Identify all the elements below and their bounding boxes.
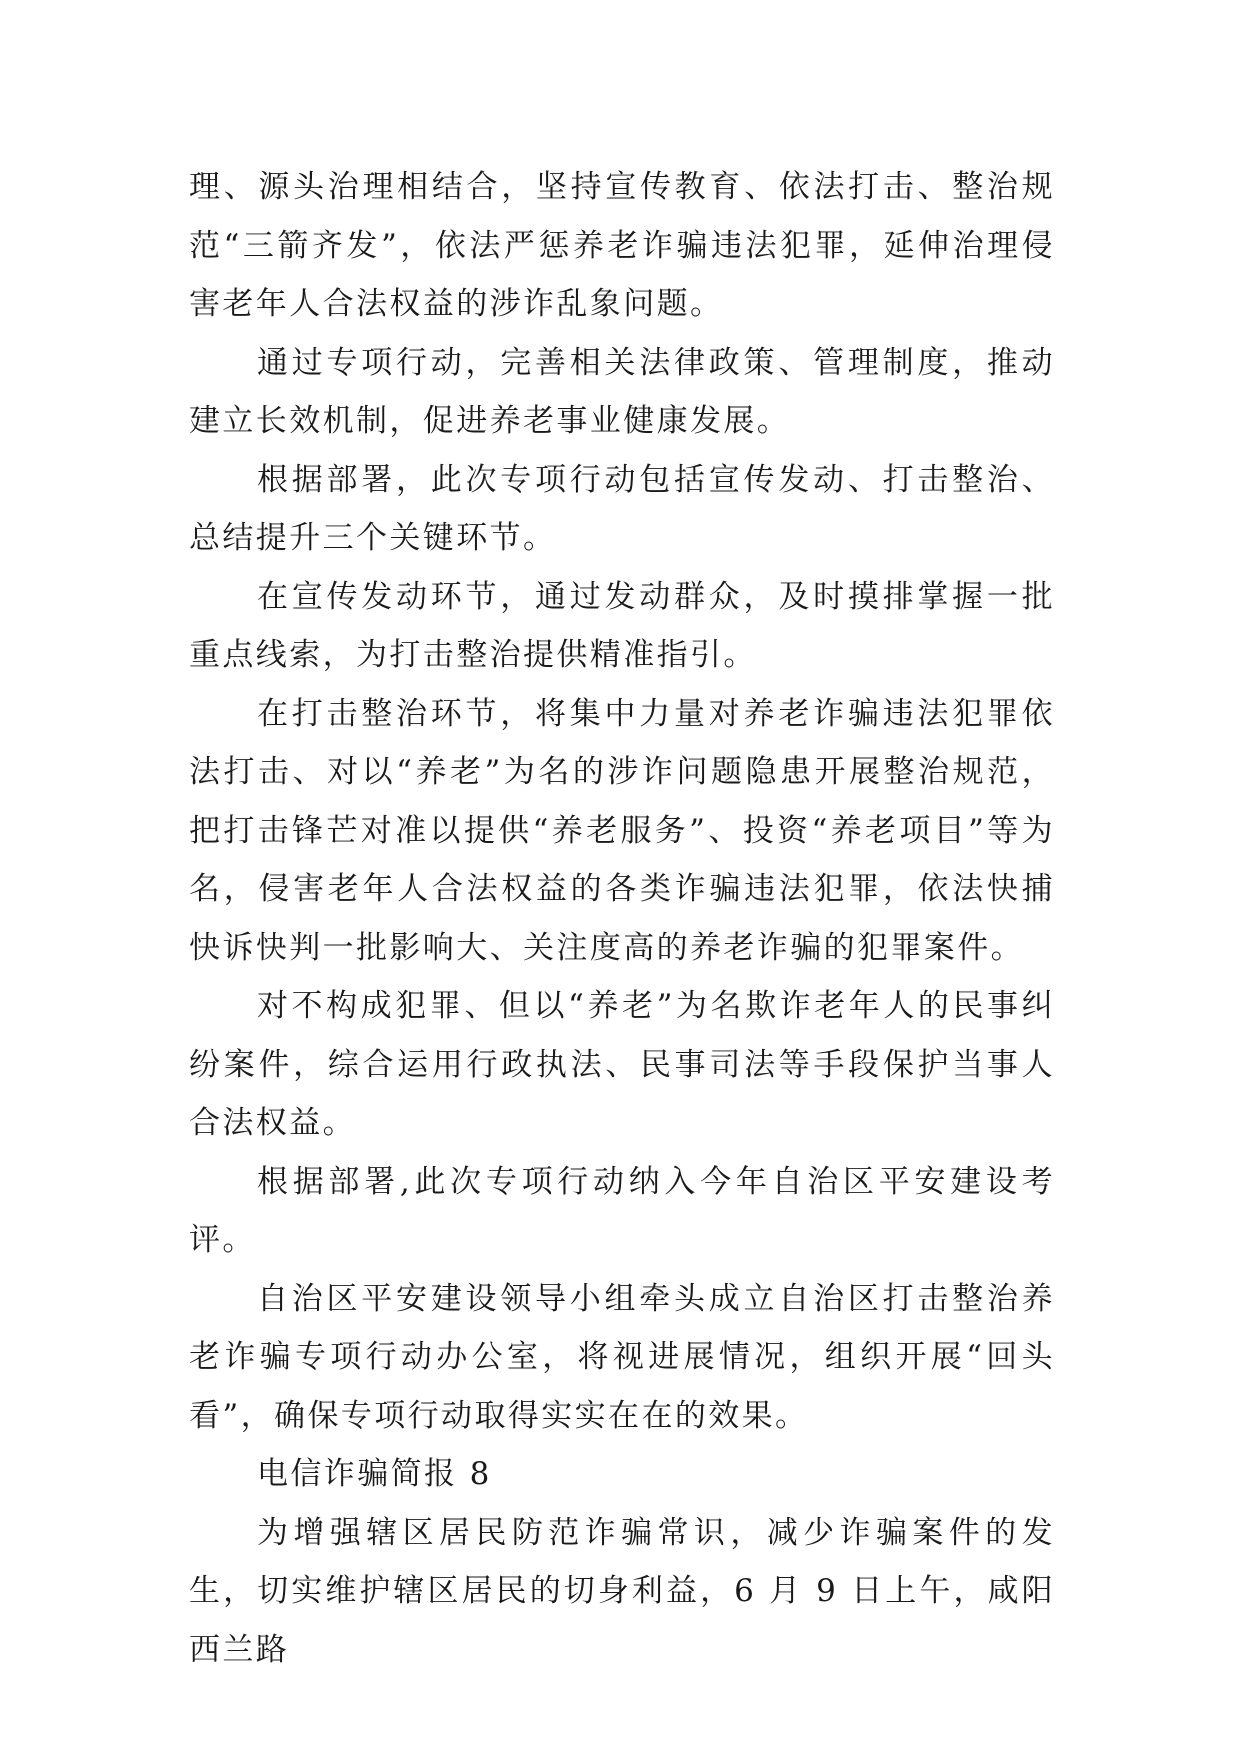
document-body <box>189 158 1055 1679</box>
paragraph-assessment: 根据部署,此次专项行动纳入今年自治区平安建设考评。 <box>189 1163 1055 1258</box>
paragraph-crackdown-stage: 在打击整治环节，将集中力量对养老诈骗违法犯罪依法打击、对以“养老”为名的涉诈问题隐患开展整治规范，把打击锋芒对准以提供“养老服务”、投资“养老项目”等为名，侵害老年人合法权益的各类诈骗违法犯罪，依法快捕快诉快判一批影响大、关注度高的养老诈骗的犯罪案件。 <box>189 695 1055 966</box>
paragraph-special-action: 通过专项行动，完善相关法律政策、管理制度，推动建立长效机制，促进养老事业健康发展。 <box>189 344 1055 439</box>
paragraph-continued: 理、源头治理相结合，坚持宣传教育、依法打击、整治规范“三箭齐发”，依法严惩养老诈骗违法犯罪，延伸治理侵害老年人合法权益的涉诈乱象问题。 <box>189 169 1055 322</box>
paragraph-civil-disputes: 对不构成犯罪、但以“养老”为名欺诈老年人的民事纠纷案件，综合运用行政执法、民事司法等手段保护当事人合法权益。 <box>189 988 1055 1141</box>
paragraph-briefing-intro: 为增强辖区居民防范诈骗常识，减少诈骗案件的发生，切实维护辖区居民的切身利益，6 月 9 日上午，咸阳西兰路 <box>189 1514 1055 1668</box>
paragraph-publicity-stage: 在宣传发动环节，通过发动群众，及时摸排掌握一批重点线索，为打击整治提供精准指引。 <box>189 578 1055 673</box>
section-heading: 电信诈骗简报 8 <box>257 1456 492 1492</box>
paragraph-deployment-stages: 根据部署，此次专项行动包括宣传发动、打击整治、总结提升三个关键环节。 <box>189 461 1055 556</box>
paragraph-office: 自治区平安建设领导小组牵头成立自治区打击整治养老诈骗专项行动办公室，将视进展情况，组织开展“回头看”，确保专项行动取得实实在在的效果。 <box>189 1280 1055 1434</box>
